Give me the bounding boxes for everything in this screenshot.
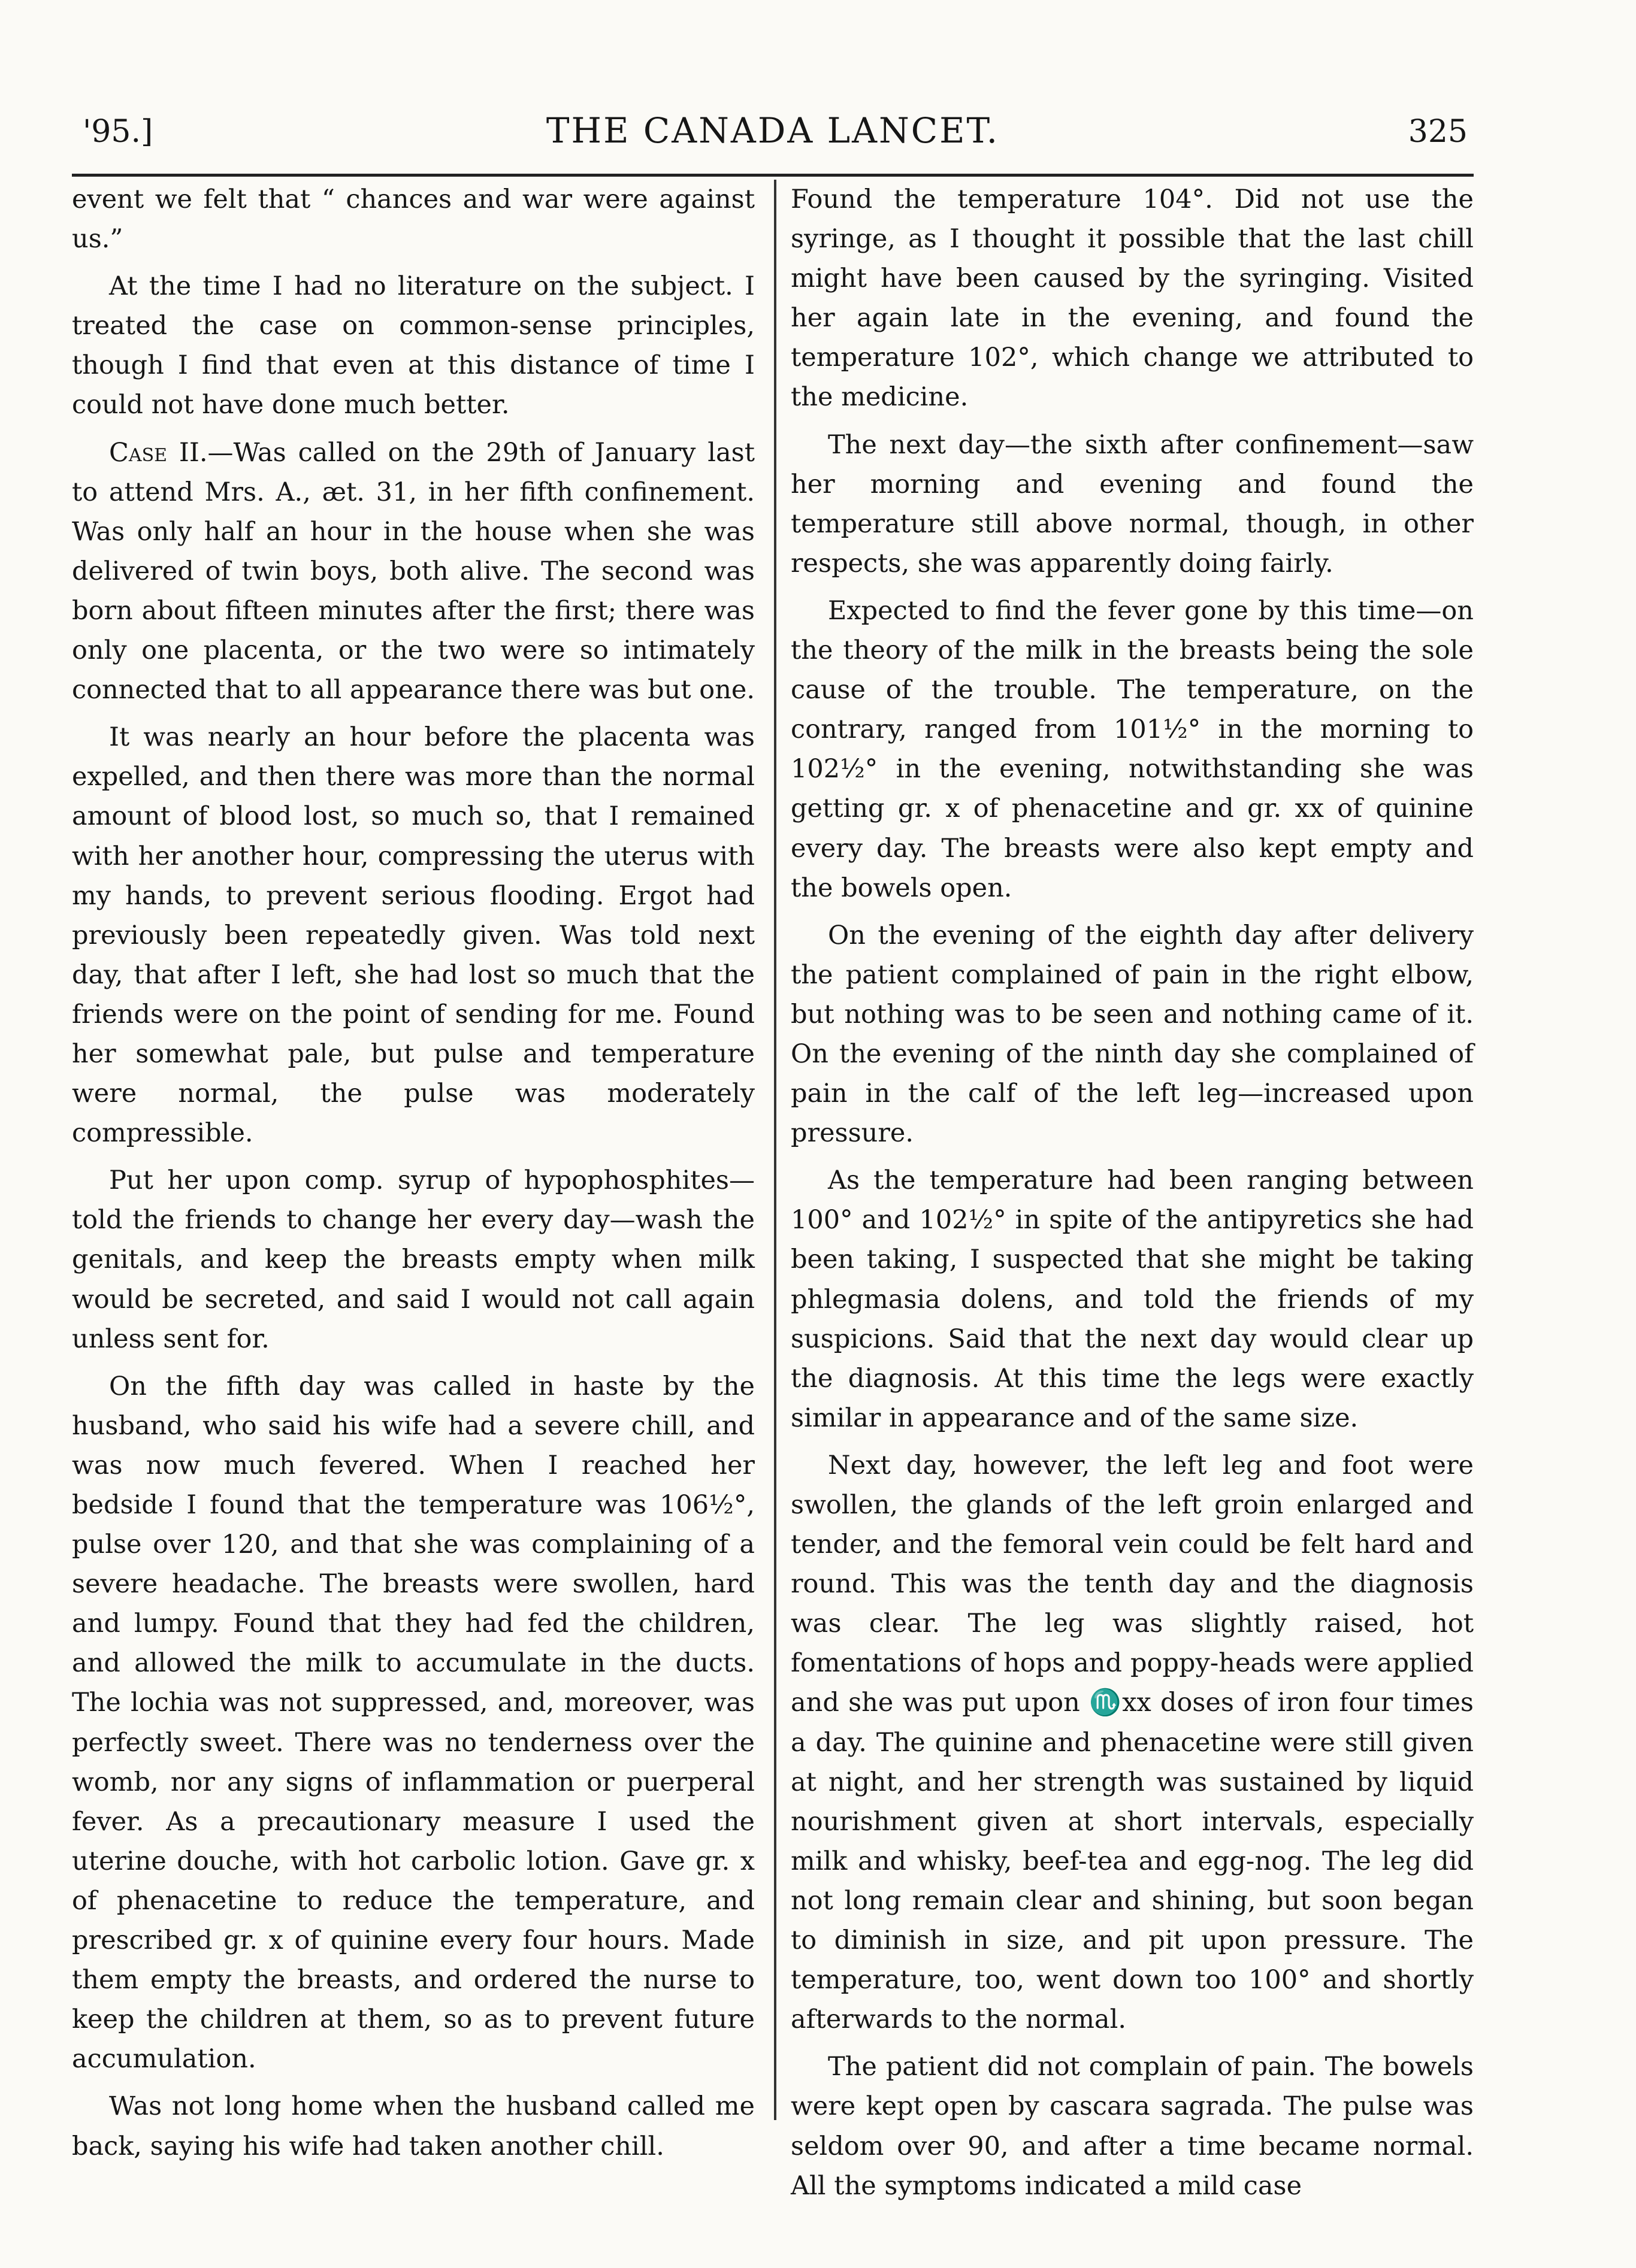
paragraph: It was nearly an hour before the placenta was expelled, and then there was more than the normal amount of blood lost, so much so, that I remained with her another hour, compressing the uterus with my hands, to prevent serious flooding. Ergot had previously been repeatedly given. Was told next day, that after I left, she had lost so much that the friends were on the point of sending for me. Found her somewhat pale, but pulse and temperature were normal, the pulse was moderately compressible. bbox=[72, 722, 755, 1149]
paragraph: Expected to find the fever gone by this time—on the theory of the milk in the breasts being the sole cause of the trouble. The temperature, on the contrary, ranged from 101½° in the morning to 102½° in the evening, notwithstanding she was getting gr. x of phenacetine and gr. xx of quinine every day. The breasts were also kept empty and the bowels open. bbox=[791, 595, 1474, 903]
paragraph: The patient did not complain of pain. The bowels were kept open by cascara sagrada. The pulse was seldom over 90, and after a time became normal. All the symptoms indicated a mild case bbox=[791, 2052, 1474, 2201]
paragraph: The next day—the sixth after confinement—saw her morning and evening and found the temperature still above normal, though, in other respects, she was apparently doing fairly. bbox=[791, 429, 1474, 579]
header-year: '95.] bbox=[83, 114, 153, 150]
paragraph: Next day, however, the left leg and foot were swollen, the glands of the left groin enlarged and tender, and the femoral vein could be felt hard and round. This was the tenth day and the diagnosis was clear. The leg was slightly raised, hot fomentations of hops and poppy-heads were applied and she was put upon ♏xx doses of iron four times a day. The quinine and phenacetine were still given at night, and her strength was sustained by liquid nourishment given at short intervals, especially milk and whisky, beef-tea and egg-nog. The leg did not long remain clear and shining, but soon began to diminish in size, and pit upon pressure. The temperature, too, went down too 100° and shortly afterwards to the normal. bbox=[791, 1450, 1474, 2035]
paragraph: Put her upon comp. syrup of hypophosphites—told the friends to change her every day—wash the genitals, and keep the breasts empty when milk would be secreted, and said I would not call again unless sent for. bbox=[72, 1165, 755, 1354]
article-body bbox=[72, 180, 1474, 2201]
right-column bbox=[791, 180, 1474, 2214]
paragraph: Was not long home when the husband called me back, saying his wife had taken another chill. bbox=[72, 2091, 755, 2161]
paragraph: At the time I had no literature on the subject. I treated the case on common-sense principles, though I find that even at this distance of time I could not have done much better. bbox=[72, 271, 755, 420]
running-header bbox=[72, 108, 1474, 177]
paragraph: Found the temperature 104°. Did not use the syringe, as I thought it possible that the last chill might have been caused by the syringing. Visited her again late in the evening, and found the temperature 102°, which change we attributed to the medicine. bbox=[791, 184, 1474, 413]
case-heading: Case II. bbox=[109, 437, 208, 468]
left-column bbox=[72, 180, 755, 2174]
column-divider bbox=[774, 180, 776, 2120]
paragraph: event we felt that “ chances and war were against us.” bbox=[72, 184, 755, 255]
paragraph: On the evening of the eighth day after delivery the patient complained of pain in the right elbow, but nothing was to be seen and nothing came of it. On the evening of the ninth day she complained of pain in the calf of the left leg—increased upon pressure. bbox=[791, 920, 1474, 1149]
journal-title: THE CANADA LANCET. bbox=[546, 110, 1000, 151]
paragraph: On the fifth day was called in haste by the husband, who said his wife had a severe chill, and was now much fevered. When I reached her bedside I found that the temperature was 106½°, pulse over 120, and that she was complaining of a severe headache. The breasts were swollen, hard and lumpy. Found that they had fed the children, and allowed the milk to accumulate in the ducts. The lochia was not suppressed, and, moreover, was perfectly sweet. There was no tenderness over the womb, nor any signs of inflammation or puerperal fever. As a precautionary measure I used the uterine douche, with hot carbolic lotion. Gave gr. x of phenacetine to reduce the temperature, and prescribed gr. x of quinine every four hours. Made them empty the breasts, and ordered the nurse to keep the children at them, so as to prevent future accumulation. bbox=[72, 1371, 755, 2075]
paragraph bbox=[72, 433, 755, 710]
page-number: 325 bbox=[1408, 114, 1468, 150]
paragraph: As the temperature had been ranging between 100° and 102½° in spite of the antipyretics she had been taking, I suspected that she might be taking phlegmasia dolens, and told the friends of my suspicions. Said that the next day would clear up the diagnosis. At this time the legs were exactly similar in appearance and of the same size. bbox=[791, 1165, 1474, 1433]
paragraph-text: —Was called on the 29th of January last to attend Mrs. A., æt. 31, in her fifth confinement. Was only half an hour in the house when she was delivered of twin boys, both alive. The second was born about fifteen minutes after the first; there was only one placenta, or the two were so intimately connected that to all appearance there was but one. bbox=[72, 437, 755, 705]
